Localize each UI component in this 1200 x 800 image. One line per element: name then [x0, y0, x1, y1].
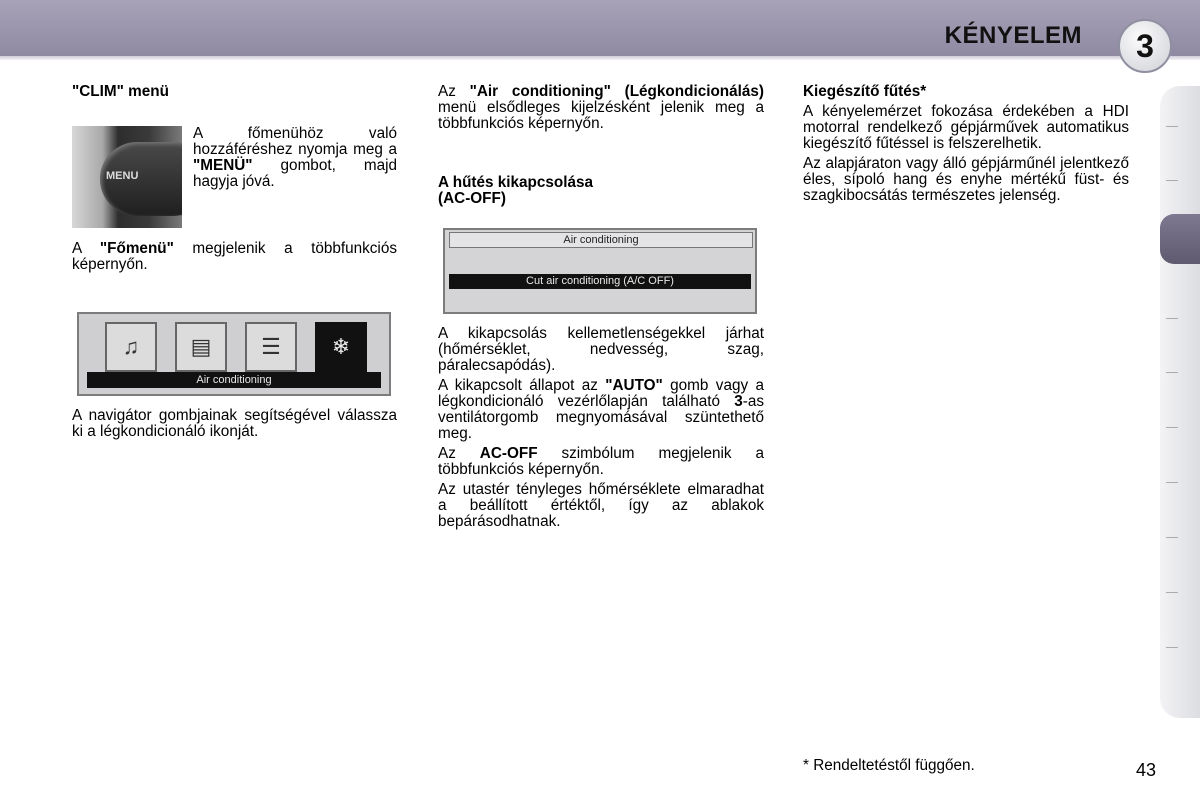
- menu-photo-label: MENU: [106, 170, 139, 182]
- tab-divider: [1166, 647, 1178, 648]
- section-heading: "CLIM" menü: [72, 83, 169, 100]
- tab-divider: [1166, 318, 1178, 319]
- menu-instruction: [193, 126, 397, 190]
- ac-off-symbol: AC-OFF: [479, 445, 538, 462]
- tab-divider: [1166, 482, 1178, 483]
- main-menu-screen: [77, 312, 391, 396]
- text: A: [72, 240, 100, 257]
- menu-button-photo: [72, 126, 182, 228]
- text: gombot, majd hagyja jóvá.: [193, 157, 397, 190]
- header-divider: [0, 56, 1200, 60]
- column-clim-menu: [72, 84, 397, 100]
- main-menu-paragraph: [72, 241, 397, 273]
- column-auxiliary-heating: [803, 84, 1129, 204]
- text: Az: [438, 445, 480, 462]
- text: Az alapjáraton vagy álló gépjárműnél jelentkező éles, sípoló hang és enyhe mértékű füst- és szagkibocsátás természetes jelenség.: [803, 155, 1129, 204]
- fan-number: 3: [734, 393, 743, 410]
- tab-divider: [1166, 180, 1178, 181]
- text: A kikapcsolás kellemetlenségekkel járhat (hőmérséklet, nedvesség, szag, páralecsapódás).: [438, 325, 764, 374]
- screen-selected-item: Cut air conditioning (A/C OFF): [449, 274, 751, 289]
- navigator-paragraph: [72, 408, 397, 440]
- tab-divider: [1166, 126, 1178, 127]
- text: Az utastér tényleges hőmérséklete elmaradhat a beállított értéktől, így az ablakok bepárásodhatnak.: [438, 481, 764, 530]
- active-chapter-tab: [1160, 214, 1200, 264]
- vehicle-config-icon: ▤: [175, 322, 227, 372]
- text: A kikapcsolt állapot az: [438, 377, 606, 394]
- audio-icon: ♫: [105, 322, 157, 372]
- text: menü elsődleges kijelzésként jelenik meg a többfunkciós képernyőn.: [438, 99, 764, 132]
- tab-divider: [1166, 372, 1178, 373]
- ac-menu-name: "Air conditioning" (Légkondicionálás): [469, 83, 765, 100]
- text: A kényelemérzet fokozása érdekében a HDI motorral rendelkező gépjárművek automatikus kiegészítő fűtéssel is felszerelhetik.: [803, 103, 1129, 152]
- page-number: 43: [1136, 760, 1157, 780]
- text: -as ventilátorgomb megnyomásával szüntethető meg.: [438, 393, 764, 442]
- menu-key: "MENÜ": [193, 157, 253, 174]
- text: szimbólum megjelenik a többfunkciós képernyőn.: [438, 445, 764, 478]
- page-title: KÉNYELEM: [944, 22, 1082, 49]
- tab-divider: [1166, 592, 1178, 593]
- section-subheading: (AC-OFF): [438, 190, 506, 207]
- screen-title-bar: Air conditioning: [449, 232, 753, 248]
- ac-off-text: [438, 326, 764, 530]
- screen-status-bar: Air conditioning: [87, 372, 381, 388]
- section-heading: Kiegészítő fűtés*: [803, 83, 927, 100]
- text: Az: [438, 83, 470, 100]
- text: A főmenühöz való hozzáféréshez nyomja meg a: [193, 125, 397, 158]
- main-menu-key: "Főmenü": [99, 240, 174, 257]
- ac-off-screen: [443, 228, 757, 314]
- text: megjelenik a többfunkciós képernyőn.: [72, 240, 397, 273]
- column-air-conditioning: [438, 84, 764, 207]
- text: A navigátor gombjainak segítségével válassza ki a légkondicionáló ikonját.: [72, 407, 397, 440]
- tab-divider: [1166, 537, 1178, 538]
- section-heading: A hűtés kikapcsolása: [438, 174, 594, 191]
- tab-divider: [1166, 427, 1178, 428]
- air-conditioning-icon: ❄: [315, 322, 367, 372]
- auto-key: "AUTO": [605, 377, 663, 394]
- chapter-badge: 3: [1118, 19, 1172, 73]
- text: gomb vagy a légkondicionáló vezérlőlapján található: [438, 377, 764, 410]
- settings-icon: ☰: [245, 322, 297, 372]
- footnote: * Rendeltetéstől függően.: [803, 757, 975, 774]
